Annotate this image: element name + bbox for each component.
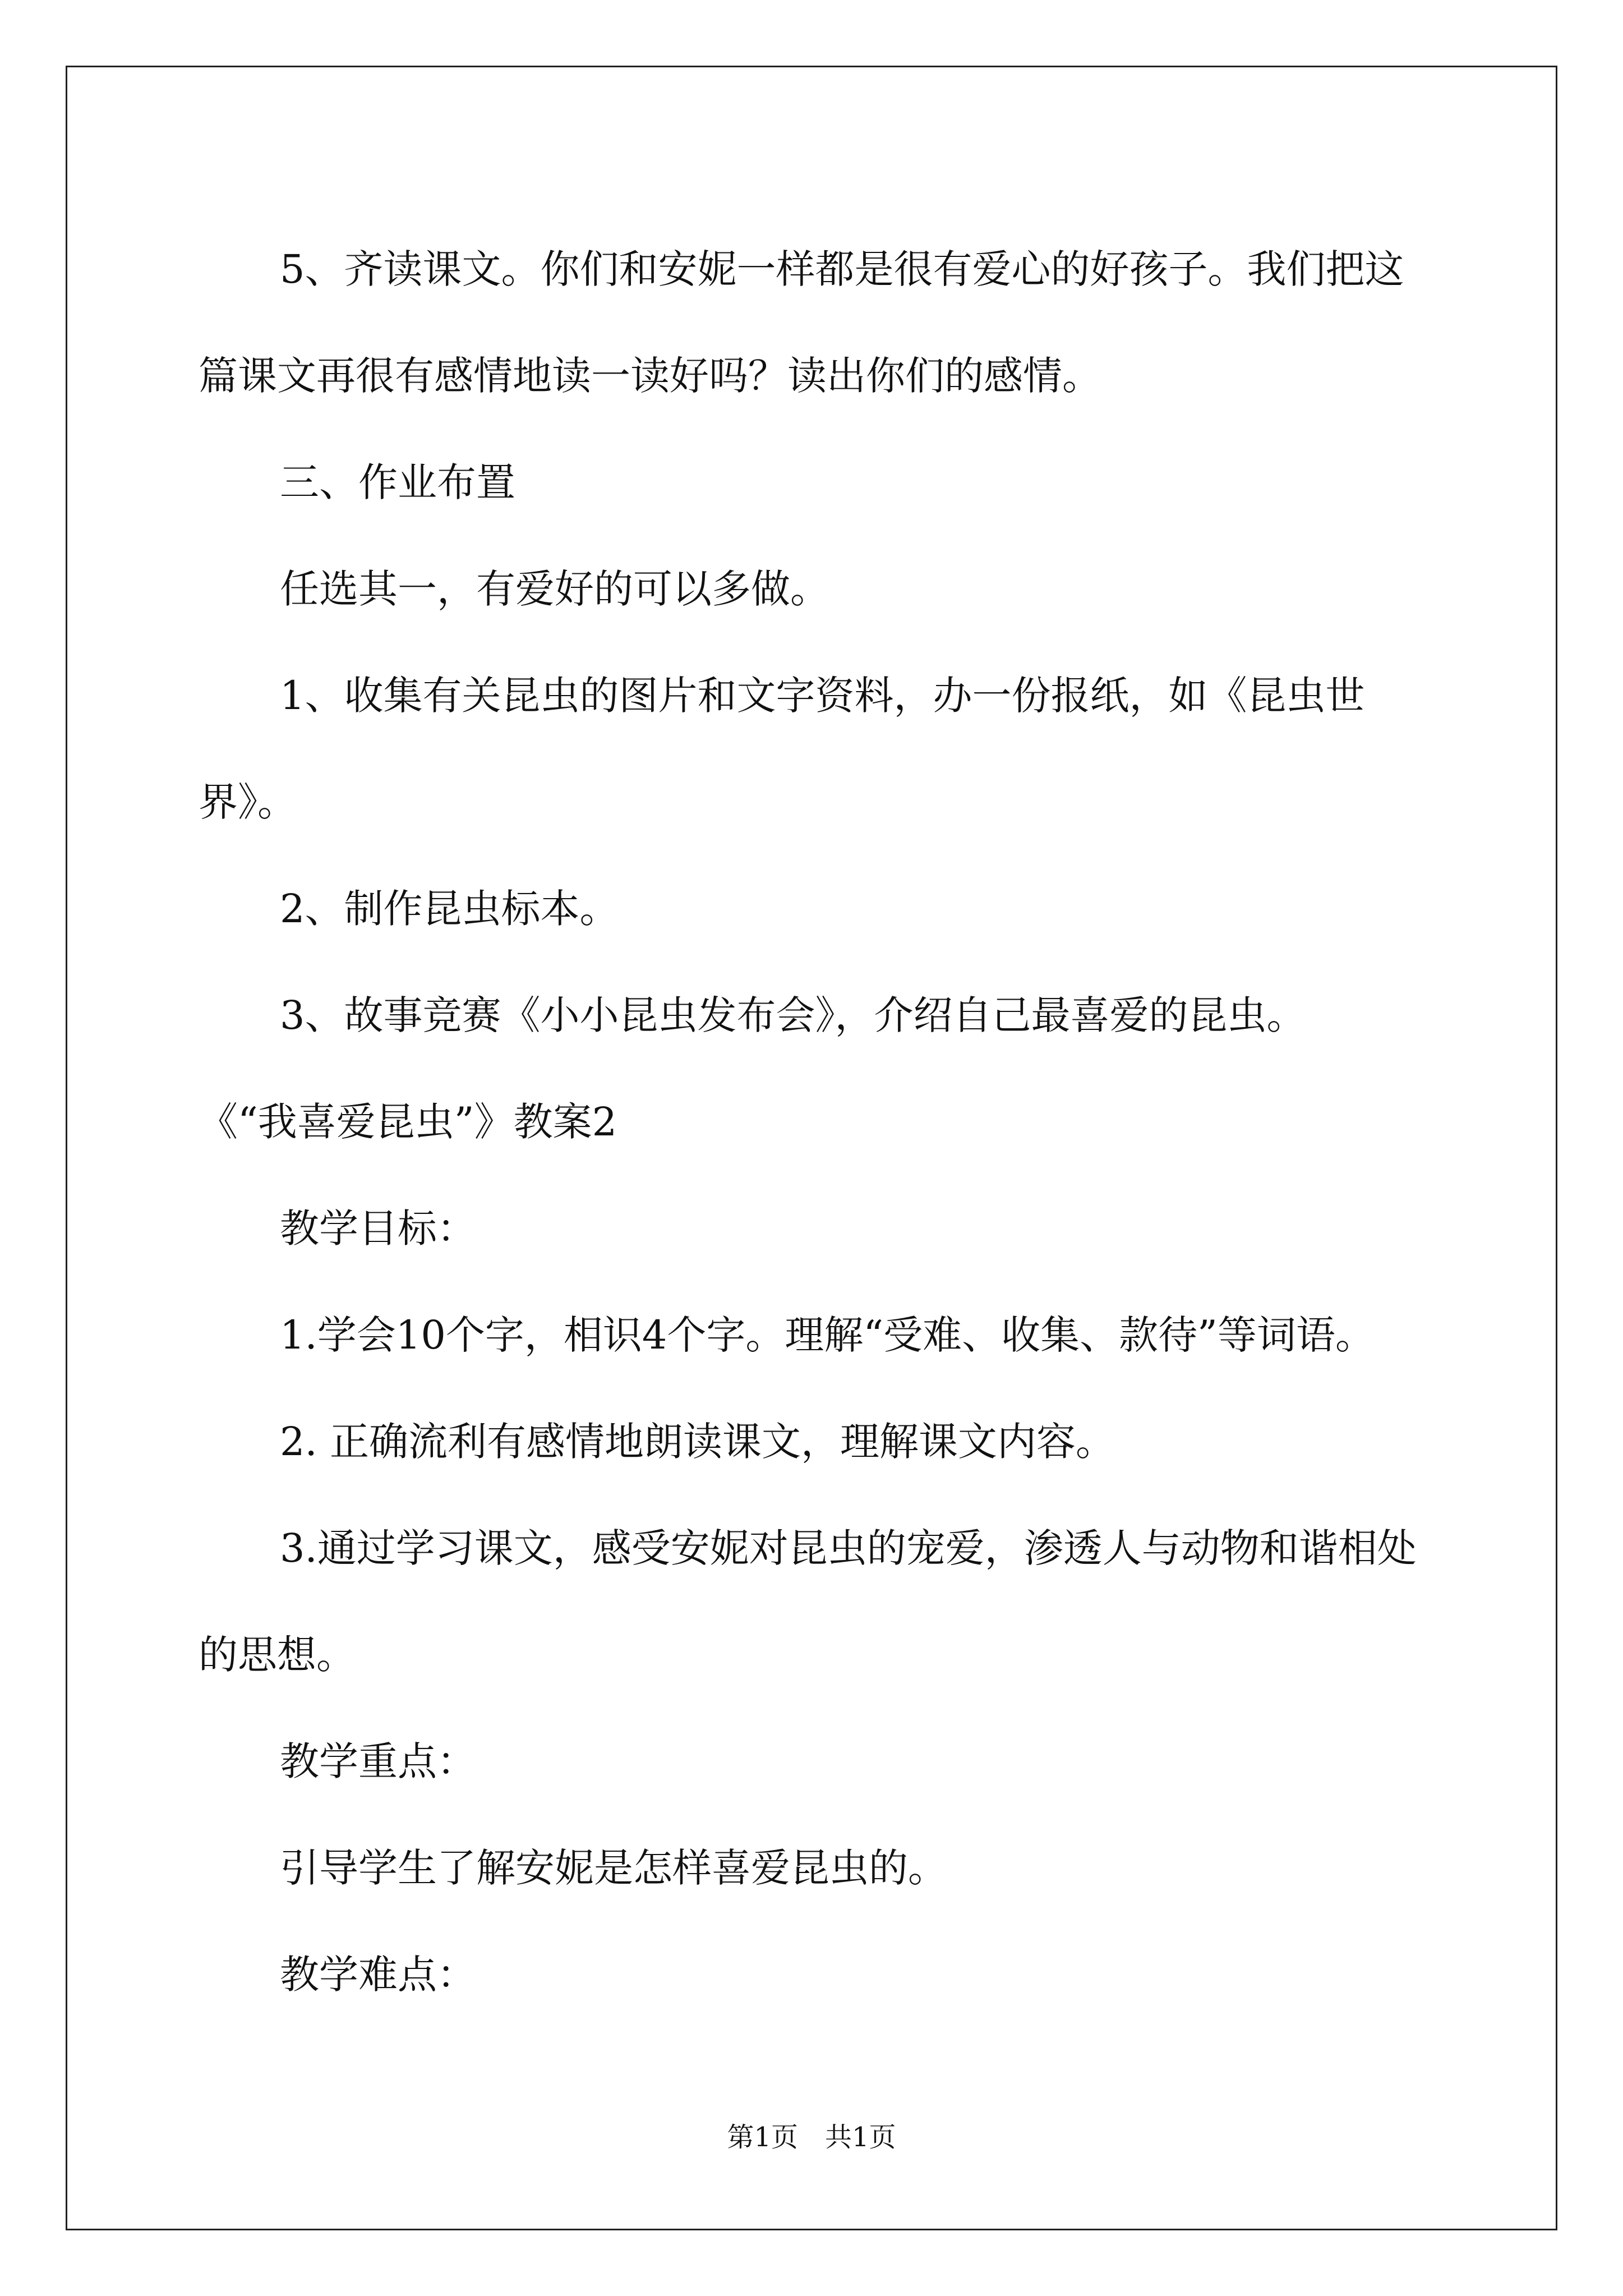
list-item: 2. 正确流利有感情地朗读课文，理解课文内容。	[280, 1419, 1115, 1465]
page-footer	[0, 2120, 1623, 2154]
list-item: 1、收集有关昆虫的图片和文字资料，办一份报纸，如《昆虫世界》。	[199, 673, 1365, 825]
document-body	[199, 216, 1432, 2028]
paragraph: 5、齐读课文。你们和安妮一样都是很有爱心的好孩子。我们把这篇课文再很有感情地读一读好吗？读出你们的感情。	[199, 246, 1404, 399]
section-heading: 三、作业布置	[280, 459, 515, 505]
section-heading: 教学目标：	[280, 1205, 476, 1251]
paragraph: 引导学生了解安妮是怎样喜爱昆虫的。	[280, 1845, 947, 1891]
section-heading: 教学难点：	[280, 1952, 476, 1998]
list-item: 1.学会10个字，相识4个字。理解“受难、收集、款待”等词语。	[280, 1312, 1375, 1358]
paragraph: 任选其一，有爱好的可以多做。	[280, 566, 829, 612]
section-heading: 教学重点：	[280, 1738, 476, 1784]
list-item: 3.通过学习课文，感受安妮对昆虫的宠爱，渗透人与动物和谐相处的思想。	[199, 1525, 1417, 1678]
page-number: 第1页 共1页	[727, 2122, 896, 2153]
document-title: 《“我喜爱昆虫”》教案2	[199, 1099, 617, 1145]
list-item: 2、制作昆虫标本。	[280, 886, 619, 932]
list-item: 3、故事竞赛《小小昆虫发布会》，介绍自己最喜爱的昆虫。	[280, 992, 1306, 1038]
